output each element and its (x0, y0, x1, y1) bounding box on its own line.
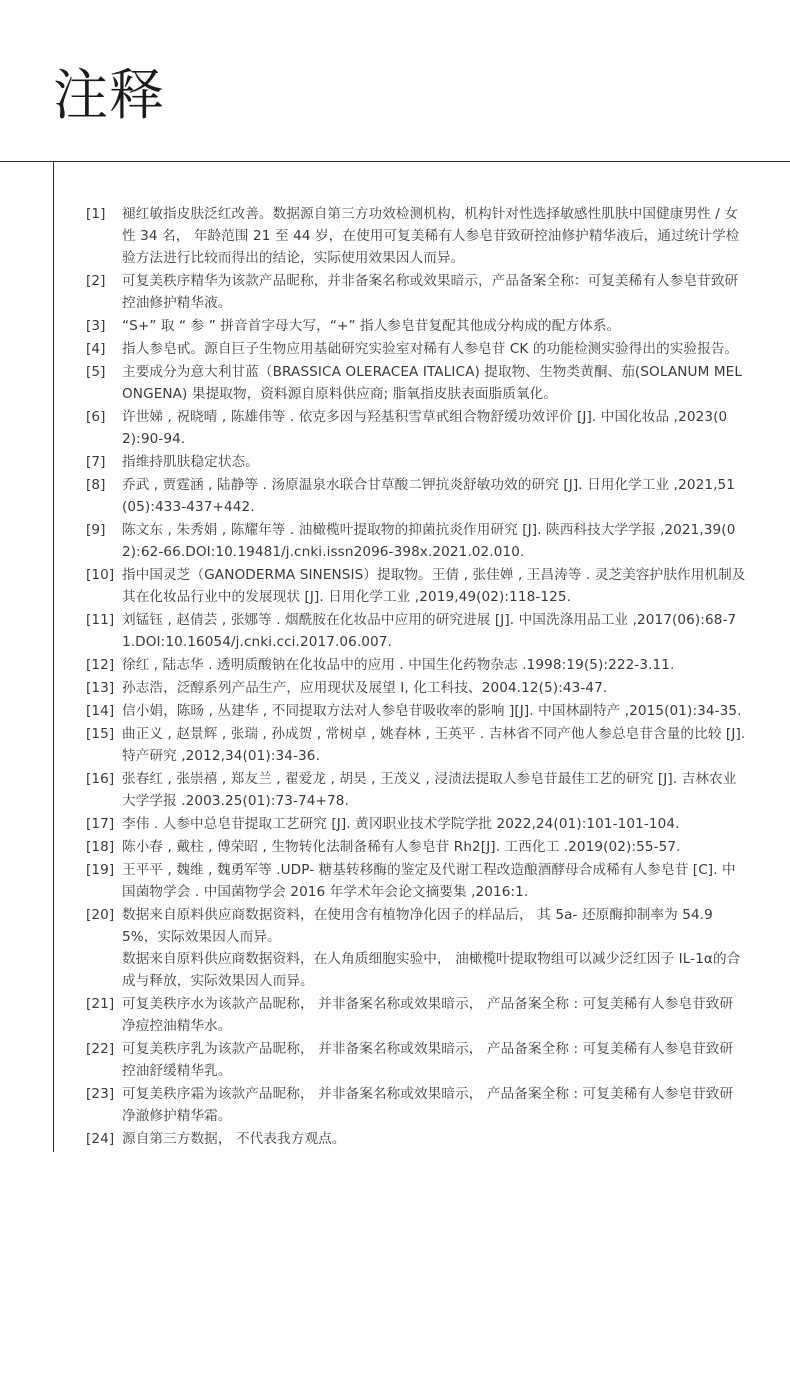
note-text (122, 1128, 746, 1150)
note-paragraph: 可复美秩序水为该款产品昵称， 并非备案名称或效果暗示， 产品备案全称 : 可复美稀有人参皂苷致研净痘控油精华水。 (122, 996, 734, 1034)
note-paragraph: 数据来自原料供应商数据资料，在使用含有植物净化因子的样品后， 其 5a- 还原酶抑制率为 54.95%，实际效果因人而异。 (122, 907, 713, 945)
note-item (86, 1038, 746, 1082)
note-paragraph: 可复美秩序乳为该款产品昵称， 并非备案名称或效果暗示， 产品备案全称 : 可复美稀有人参皂苷致研控油舒缓精华乳。 (122, 1041, 734, 1079)
note-paragraph: 陈小春 , 戴柱 , 傅荣昭 , 生物转化法制备稀有人参皂苷 Rh2[J]. 工西化工 .2019(02):55-57. (122, 839, 681, 855)
note-paragraph: 孙志浩，泛醇系列产品生产，应用现状及展望 I, 化工科技、2004.12(5):43-47. (122, 680, 608, 696)
note-item (86, 904, 746, 992)
note-number: [23] (86, 1086, 115, 1102)
note-paragraph: 主要成分为意大利甘蓝（BRASSICA OLERACEA ITALICA) 提取物、生物类黄酮、茄(SOLANUM MELONGENA) 果提取物，资料源自原料供应商; 脂氧指皮肤表面脂质氧化。 (122, 364, 743, 402)
note-number: [11] (86, 612, 115, 628)
note-text (122, 474, 746, 518)
note-text (122, 315, 746, 337)
note-number: [15] (86, 726, 115, 742)
note-text (122, 361, 746, 405)
note-text (122, 904, 746, 992)
note-paragraph: 刘锰钰 , 赵倩芸 , 张娜等 . 烟酰胺在化妆品中应用的研究进展 [J]. 中国洗涤用品工业 ,2017(06):68-71.DOI:10.16054/j.cnki.cci.2017.06.007. (122, 612, 737, 650)
note-text (122, 609, 746, 653)
note-text (122, 203, 746, 269)
note-item (86, 406, 746, 450)
note-paragraph: 李伟 . 人参中总皂苷提取工艺研究 [J]. 黄冈职业技术学院学批 2022,24(01):101-101-104. (122, 816, 680, 832)
vertical-divider (53, 161, 54, 1152)
note-paragraph: 乔武 , 贾霆涵 , 陆静等 . 汤原温泉水联合甘草酸二钾抗炎舒敏功效的研究 [J]. 日用化学工业 ,2021,51(05):433-437+442. (122, 477, 736, 515)
note-item (86, 836, 746, 858)
note-item (86, 451, 746, 473)
note-item (86, 859, 746, 903)
note-item (86, 203, 746, 269)
note-paragraph: 指维持肌肤稳定状态。 (122, 454, 259, 470)
note-number: [9] (86, 522, 106, 538)
note-text (122, 993, 746, 1037)
note-number: [4] (86, 341, 106, 357)
note-paragraph: 张春红 , 张崇禧 , 郑友兰 , 翟爱龙 , 胡昊 , 王茂义 , 浸渍法提取人参皂苷最佳工艺的研究 [J]. 吉林农业大学学报 .2003.25(01):73-74+78. (122, 771, 737, 809)
note-item (86, 723, 746, 767)
note-text (122, 700, 746, 722)
notes-list (86, 203, 746, 1151)
note-number: [13] (86, 680, 115, 696)
note-paragraph: 可复美秩序霜为该款产品昵称， 并非备案名称或效果暗示， 产品备案全称 : 可复美稀有人参皂苷致研净澈修护精华霜。 (122, 1086, 734, 1124)
note-number: [19] (86, 862, 115, 878)
note-item (86, 654, 746, 676)
note-paragraph: 数据来自原料供应商数据资料，在人角质细胞实验中， 油橄榄叶提取物组可以减少泛红因子 IL-1α的合成与释放，实际效果因人而异。 (122, 951, 741, 989)
note-number: [16] (86, 771, 115, 787)
note-paragraph: 信小娟，陈旸 , 丛建华 , 不同提取方法对人参皂苷吸收率的影响 ][J]. 中国林副特产 ,2015(01):34-35. (122, 703, 742, 719)
note-text (122, 406, 746, 450)
page-title: 注释 (53, 63, 166, 127)
note-text (122, 768, 746, 812)
note-text (122, 677, 746, 699)
note-paragraph: 可复美秩序精华为该款产品昵称，并非备案名称或效果暗示，产品备案全称：可复美稀有人参皂苷致研控油修护精华液。 (122, 273, 739, 311)
note-number: [22] (86, 1041, 115, 1057)
note-item (86, 270, 746, 314)
note-number: [6] (86, 409, 106, 425)
note-item (86, 519, 746, 563)
note-text (122, 338, 746, 360)
note-paragraph: 指人参皂甙。源自巨子生物应用基础研究实验室对稀有人参皂苷 CK 的功能检测实验得出的实验报告。 (122, 341, 739, 357)
note-text (122, 270, 746, 314)
note-number: [21] (86, 996, 115, 1012)
note-text (122, 451, 746, 473)
note-paragraph: 曲正义 , 赵景辉 , 张瑞 , 孙成贺 , 常树卓 , 姚春林 , 王英平 . 吉林省不同产他人参总皂苷含量的比较 [J]. 特产研究 ,2012,34(01):34-36. (122, 726, 746, 764)
horizontal-divider (0, 161, 790, 162)
note-item (86, 564, 746, 608)
note-number: [14] (86, 703, 115, 719)
note-text (122, 519, 746, 563)
note-number: [5] (86, 364, 106, 380)
note-number: [7] (86, 454, 106, 470)
note-text (122, 654, 746, 676)
note-item (86, 361, 746, 405)
note-item (86, 700, 746, 722)
note-paragraph: 源自第三方数据， 不代表我方观点。 (122, 1131, 346, 1147)
note-text (122, 813, 746, 835)
note-number: [17] (86, 816, 115, 832)
note-paragraph: 褪红敏指皮肤泛红改善。数据源自第三方功效检测机构，机构针对性选择敏感性肌肤中国健康男性 / 女性 34 名， 年龄范围 21 至 44 岁，在使用可复美稀有人参皂苷致研控油修护精华液后，通过统计学检验方法进行比较而得出的结论，实际使用效果因人而异。 (122, 206, 740, 266)
note-item (86, 813, 746, 835)
note-number: [18] (86, 839, 115, 855)
note-item (86, 1083, 746, 1127)
note-number: [24] (86, 1131, 115, 1147)
note-number: [10] (86, 567, 115, 583)
note-text (122, 859, 746, 903)
note-number: [1] (86, 206, 106, 222)
note-number: [3] (86, 318, 106, 334)
note-text (122, 1083, 746, 1127)
note-item (86, 609, 746, 653)
note-text (122, 836, 746, 858)
note-text (122, 564, 746, 608)
note-item (86, 315, 746, 337)
note-paragraph: 指中国灵芝（GANODERMA SINENSIS）提取物。王倩 , 张佳婵 , 王昌涛等 . 灵芝美容护肤作用机制及其在化妆品行业中的发展现状 [J]. 日用化学工业 ,2019,49(02):118-125. (122, 567, 746, 605)
note-item (86, 993, 746, 1037)
note-paragraph: 许世娣 , 祝晓晴 , 陈雄伟等 . 依克多因与羟基积雪草甙组合物舒缓功效评价 [J]. 中国化妆品 ,2023(02):90-94. (122, 409, 728, 447)
note-number: [12] (86, 657, 115, 673)
note-paragraph: 徐红 , 陆志华 . 透明质酸钠在化妆品中的应用 . 中国生化药物杂志 .1998:19(5):222-3.11. (122, 657, 675, 673)
note-item (86, 338, 746, 360)
note-number: [2] (86, 273, 106, 289)
note-text (122, 1038, 746, 1082)
note-item (86, 768, 746, 812)
note-text (122, 723, 746, 767)
note-item (86, 1128, 746, 1150)
note-paragraph: 王平平 , 魏维 , 魏勇军等 .UDP- 糖基转移酶的鉴定及代谢工程改造酿酒酵母合成稀有人参皂苷 [C]. 中国菌物学会 . 中国菌物学会 2016 年学术年会论文摘要集 ,2016:1. (122, 862, 736, 900)
note-paragraph: 陈文东 , 朱秀娟 , 陈耀年等 . 油橄榄叶提取物的抑菌抗炎作用研究 [J]. 陕西科技大学学报 ,2021,39(02):62-66.DOI:10.19481/j.cnki.issn2096-398x.2021.02.010. (122, 522, 736, 560)
note-item (86, 474, 746, 518)
note-number: [8] (86, 477, 106, 493)
note-item (86, 677, 746, 699)
note-paragraph: “S+” 取 “ 参 ” 拼音首字母大写，“+” 指人参皂苷复配其他成分构成的配方体系。 (122, 318, 621, 334)
note-number: [20] (86, 907, 115, 923)
